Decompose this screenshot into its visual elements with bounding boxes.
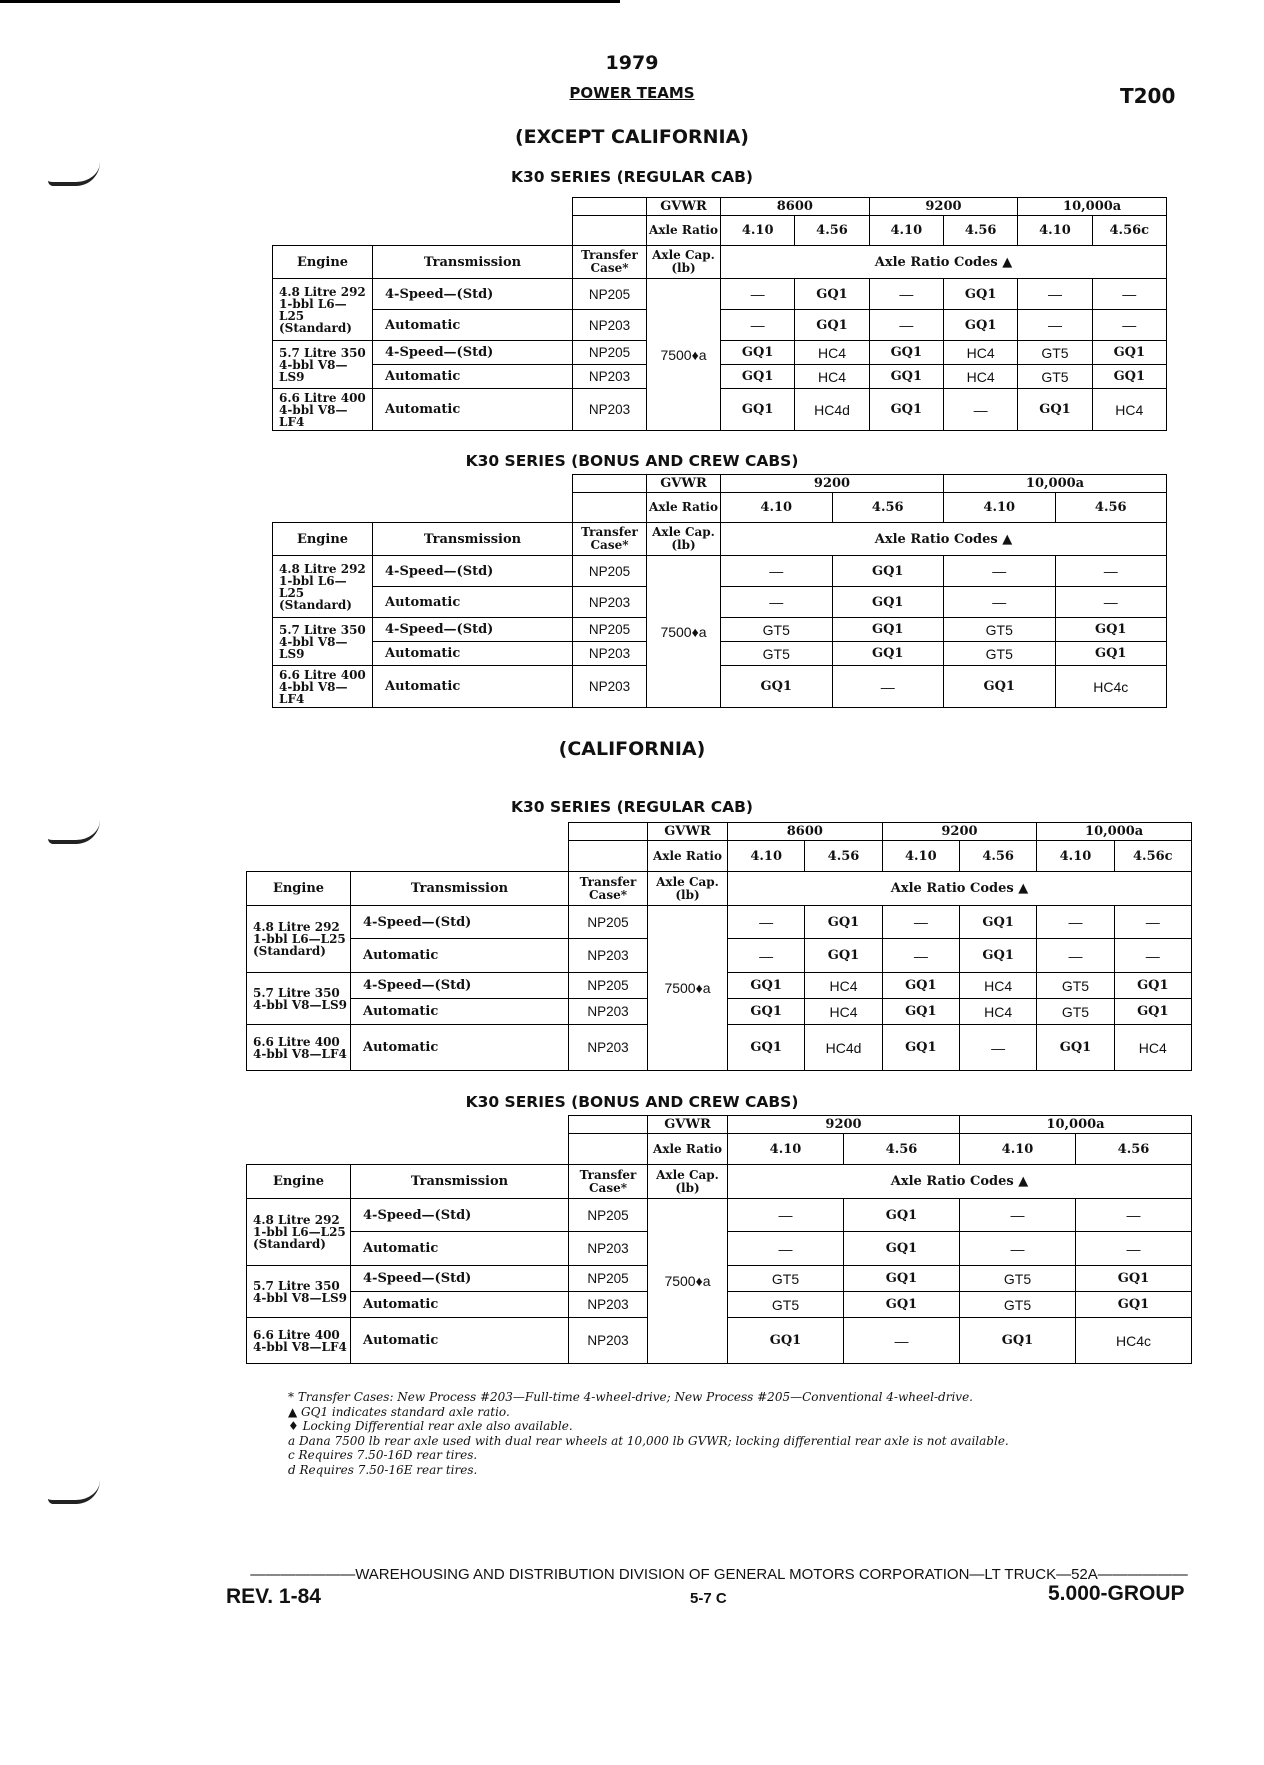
axle-code-cell: HC4 bbox=[805, 999, 882, 1025]
axle-code-cell: HC4c bbox=[1055, 666, 1167, 708]
axle-code-cell: GQ1 bbox=[869, 389, 943, 431]
table-title: K30 SERIES (REGULAR CAB) bbox=[511, 168, 753, 186]
gvwr-label: GVWR bbox=[647, 475, 721, 493]
axle-code-cell: — bbox=[721, 279, 795, 310]
transmission-cell: 4-Speed—(Std) bbox=[373, 618, 573, 642]
transfer-case-cell: NP203 bbox=[573, 310, 647, 341]
axle-code-cell: HC4 bbox=[1092, 389, 1166, 431]
gvwr-label: GVWR bbox=[648, 1116, 728, 1134]
axle-code-cell: — bbox=[960, 1232, 1076, 1266]
footnote: * Transfer Cases: New Process #203—Full-time 4-wheel-drive; New Process #205—Conventional 4-wheel-drive. bbox=[288, 1390, 973, 1404]
axle-code-cell: GQ1 bbox=[943, 310, 1017, 341]
region-heading: (CALIFORNIA) bbox=[558, 738, 706, 760]
transfer-case-cell: NP203 bbox=[569, 939, 648, 973]
axle-code-cell: GT5 bbox=[1018, 365, 1092, 389]
axle-code-cell: GQ1 bbox=[1055, 618, 1167, 642]
transmission-header: Transmission bbox=[351, 1165, 569, 1199]
page-number: 5-7 C bbox=[690, 1590, 727, 1607]
engine-cell: 6.6 Litre 400 4-bbl V8—LF4 bbox=[273, 666, 373, 708]
axle-ratio-value: 4.10 bbox=[882, 841, 959, 872]
axle-ratio-value: 4.56 bbox=[795, 216, 869, 246]
axle-capacity-header: Axle Cap. (lb) bbox=[647, 523, 721, 556]
footnote: ♦ Locking Differential rear axle also available. bbox=[288, 1419, 573, 1433]
axle-code-cell: GQ1 bbox=[869, 365, 943, 389]
footnote: ▲ GQ1 indicates standard axle ratio. bbox=[288, 1404, 510, 1419]
blank-cell bbox=[247, 1134, 569, 1165]
transmission-cell: Automatic bbox=[351, 1318, 569, 1364]
gvwr-value: 10,000a bbox=[944, 475, 1167, 493]
table-row bbox=[273, 279, 1167, 310]
axle-code-cell: GQ1 bbox=[882, 1025, 959, 1071]
blank-cell bbox=[573, 216, 647, 246]
axle-code-cell: GT5 bbox=[721, 618, 833, 642]
blank-cell bbox=[569, 823, 648, 841]
axle-ratio-value: 4.56 bbox=[1055, 493, 1167, 523]
transfer-case-cell: NP205 bbox=[573, 618, 647, 642]
axle-capacity-cell: 7500♦a bbox=[648, 1199, 728, 1364]
axle-code-cell: — bbox=[943, 389, 1017, 431]
transmission-header: Transmission bbox=[373, 523, 573, 556]
gvwr-value: 8600 bbox=[721, 198, 870, 216]
transmission-cell: Automatic bbox=[351, 939, 569, 973]
document-id: T200 bbox=[1120, 84, 1176, 108]
axle-code-cell: GQ1 bbox=[1092, 341, 1166, 365]
footer-division-text: WAREHOUSING AND DISTRIBUTION DIVISION OF GENERAL MOTORS CORPORATION—LT TRUCK—52A bbox=[355, 1566, 1098, 1583]
transfer-case-cell: NP203 bbox=[573, 642, 647, 666]
axle-code-cell: — bbox=[869, 310, 943, 341]
axle-code-cell: GQ1 bbox=[728, 973, 805, 999]
blank-cell bbox=[573, 198, 647, 216]
axle-code-cell: GT5 bbox=[944, 642, 1056, 666]
transmission-cell: 4-Speed—(Std) bbox=[351, 973, 569, 999]
axle-code-cell: — bbox=[728, 906, 805, 939]
table-title: K30 SERIES (REGULAR CAB) bbox=[511, 798, 753, 816]
blank-cell bbox=[569, 1116, 648, 1134]
blank-cell bbox=[247, 1116, 569, 1134]
engine-header: Engine bbox=[247, 872, 351, 906]
revision-label: REV. 1-84 bbox=[226, 1585, 321, 1608]
axle-code-cell: HC4 bbox=[805, 973, 882, 999]
axle-code-cell: — bbox=[844, 1318, 960, 1364]
transmission-header: Transmission bbox=[351, 872, 569, 906]
transfer-case-cell: NP203 bbox=[569, 999, 648, 1025]
engine-cell: 4.8 Litre 292 1-bbl L6—L25 (Standard) bbox=[273, 279, 373, 341]
transfer-case-header: Transfer Case* bbox=[569, 1165, 648, 1199]
axle-code-cell: GQ1 bbox=[832, 618, 944, 642]
engine-header: Engine bbox=[273, 523, 373, 556]
binder-hole-mark bbox=[48, 1480, 100, 1504]
axle-code-cell: GT5 bbox=[960, 1266, 1076, 1292]
engine-header: Engine bbox=[247, 1165, 351, 1199]
axle-code-cell: GQ1 bbox=[721, 389, 795, 431]
axle-ratio-value: 4.10 bbox=[944, 493, 1056, 523]
axle-code-cell: GQ1 bbox=[844, 1232, 960, 1266]
transmission-cell: 4-Speed—(Std) bbox=[351, 1266, 569, 1292]
blank-cell bbox=[273, 198, 573, 216]
axle-code-cell: GQ1 bbox=[721, 666, 833, 708]
blank-cell bbox=[247, 823, 569, 841]
axle-code-cell: GQ1 bbox=[1114, 999, 1191, 1025]
axle-ratio-codes-header: Axle Ratio Codes ▲ bbox=[728, 1165, 1192, 1199]
axle-code-cell: GQ1 bbox=[1114, 973, 1191, 999]
gvwr-value: 9200 bbox=[869, 198, 1018, 216]
axle-code-cell: GQ1 bbox=[1092, 365, 1166, 389]
year-heading: 1979 bbox=[605, 52, 659, 74]
engine-cell: 5.7 Litre 350 4-bbl V8—LS9 bbox=[247, 1266, 351, 1318]
transmission-cell: Automatic bbox=[373, 389, 573, 431]
axle-code-cell: — bbox=[882, 939, 959, 973]
transfer-case-cell: NP205 bbox=[573, 556, 647, 587]
axle-code-cell: GQ1 bbox=[882, 973, 959, 999]
axle-code-cell: HC4d bbox=[795, 389, 869, 431]
axle-code-cell: — bbox=[1055, 587, 1167, 618]
axle-ratio-value: 4.10 bbox=[728, 1134, 844, 1165]
axle-code-cell: GQ1 bbox=[832, 587, 944, 618]
table-row bbox=[247, 1199, 1192, 1232]
axle-code-cell: GT5 bbox=[1037, 999, 1114, 1025]
transmission-cell: Automatic bbox=[351, 1025, 569, 1071]
axle-ratio-label: Axle Ratio bbox=[648, 841, 728, 872]
axle-code-cell: GQ1 bbox=[1055, 642, 1167, 666]
axle-code-cell: — bbox=[1076, 1232, 1192, 1266]
axle-code-cell: HC4 bbox=[1114, 1025, 1191, 1071]
axle-ratio-value: 4.56c bbox=[1114, 841, 1191, 872]
axle-code-cell: GQ1 bbox=[944, 666, 1056, 708]
axle-code-cell: — bbox=[869, 279, 943, 310]
axle-code-cell: HC4 bbox=[795, 341, 869, 365]
axle-code-cell: GQ1 bbox=[960, 1318, 1076, 1364]
transmission-cell: Automatic bbox=[373, 310, 573, 341]
axle-code-cell: — bbox=[1055, 556, 1167, 587]
axle-code-cell: — bbox=[1037, 906, 1114, 939]
axle-code-cell: GQ1 bbox=[844, 1266, 960, 1292]
transfer-case-header: Transfer Case* bbox=[573, 246, 647, 279]
region-heading: (EXCEPT CALIFORNIA) bbox=[514, 126, 749, 148]
engine-cell: 6.6 Litre 400 4-bbl V8—LF4 bbox=[247, 1025, 351, 1071]
engine-cell: 5.7 Litre 350 4-bbl V8—LS9 bbox=[247, 973, 351, 1025]
axle-code-cell: — bbox=[1076, 1199, 1192, 1232]
axle-ratio-label: Axle Ratio bbox=[647, 216, 721, 246]
engine-cell: 6.6 Litre 400 4-bbl V8—LF4 bbox=[247, 1318, 351, 1364]
transfer-case-cell: NP205 bbox=[569, 1199, 648, 1232]
axle-ratio-value: 4.10 bbox=[728, 841, 805, 872]
axle-capacity-header: Axle Cap. (lb) bbox=[648, 872, 728, 906]
transmission-cell: Automatic bbox=[351, 1292, 569, 1318]
footnotes bbox=[288, 1390, 1009, 1477]
transmission-cell: 4-Speed—(Std) bbox=[373, 556, 573, 587]
power-team-table bbox=[272, 474, 1167, 708]
axle-capacity-cell: 7500♦a bbox=[648, 906, 728, 1071]
transmission-cell: Automatic bbox=[373, 666, 573, 708]
axle-code-cell: GQ1 bbox=[832, 642, 944, 666]
axle-code-cell: GT5 bbox=[721, 642, 833, 666]
axle-code-cell: GQ1 bbox=[869, 341, 943, 365]
engine-cell: 5.7 Litre 350 4-bbl V8—LS9 bbox=[273, 618, 373, 666]
axle-ratio-value: 4.56 bbox=[943, 216, 1017, 246]
axle-code-cell: GQ1 bbox=[805, 906, 882, 939]
power-team-table bbox=[246, 822, 1192, 1071]
engine-cell: 4.8 Litre 292 1-bbl L6—L25 (Standard) bbox=[273, 556, 373, 618]
axle-code-cell: HC4d bbox=[805, 1025, 882, 1071]
axle-code-cell: GT5 bbox=[944, 618, 1056, 642]
axle-ratio-value: 4.56 bbox=[1076, 1134, 1192, 1165]
axle-code-cell: — bbox=[1092, 279, 1166, 310]
transfer-case-cell: NP205 bbox=[573, 279, 647, 310]
transmission-cell: Automatic bbox=[351, 1232, 569, 1266]
axle-code-cell: — bbox=[1114, 939, 1191, 973]
axle-capacity-cell: 7500♦a bbox=[647, 556, 721, 708]
axle-ratio-codes-header: Axle Ratio Codes ▲ bbox=[728, 872, 1192, 906]
transmission-cell: Automatic bbox=[373, 642, 573, 666]
axle-code-cell: HC4 bbox=[943, 365, 1017, 389]
axle-code-cell: — bbox=[721, 556, 833, 587]
axle-ratio-label: Axle Ratio bbox=[648, 1134, 728, 1165]
axle-code-cell: — bbox=[960, 1199, 1076, 1232]
axle-ratio-codes-header: Axle Ratio Codes ▲ bbox=[721, 246, 1167, 279]
blank-cell bbox=[247, 841, 569, 872]
axle-code-cell: — bbox=[959, 1025, 1036, 1071]
axle-ratio-value: 4.10 bbox=[721, 216, 795, 246]
transfer-case-cell: NP203 bbox=[569, 1025, 648, 1071]
footnote: c Requires 7.50-16D rear tires. bbox=[288, 1448, 478, 1462]
axle-ratio-value: 4.56 bbox=[959, 841, 1036, 872]
axle-code-cell: GQ1 bbox=[844, 1292, 960, 1318]
transfer-case-cell: NP203 bbox=[569, 1292, 648, 1318]
axle-code-cell: GQ1 bbox=[728, 1025, 805, 1071]
axle-code-cell: GQ1 bbox=[795, 279, 869, 310]
gvwr-value: 8600 bbox=[728, 823, 883, 841]
table-row bbox=[273, 556, 1167, 587]
blank-cell bbox=[573, 493, 647, 523]
transfer-case-cell: NP205 bbox=[573, 341, 647, 365]
gvwr-label: GVWR bbox=[647, 198, 721, 216]
axle-code-cell: HC4 bbox=[943, 341, 1017, 365]
axle-ratio-value: 4.56 bbox=[805, 841, 882, 872]
axle-ratio-value: 4.10 bbox=[721, 493, 833, 523]
transmission-cell: Automatic bbox=[351, 999, 569, 1025]
blank-cell bbox=[569, 1134, 648, 1165]
blank-cell bbox=[573, 475, 647, 493]
axle-code-cell: GQ1 bbox=[728, 1318, 844, 1364]
gvwr-value: 10,000a bbox=[1037, 823, 1192, 841]
axle-ratio-value: 4.56c bbox=[1092, 216, 1166, 246]
axle-capacity-cell: 7500♦a bbox=[647, 279, 721, 431]
axle-code-cell: HC4 bbox=[959, 999, 1036, 1025]
engine-cell: 5.7 Litre 350 4-bbl V8—LS9 bbox=[273, 341, 373, 389]
gvwr-label: GVWR bbox=[648, 823, 728, 841]
blank-cell bbox=[273, 216, 573, 246]
axle-code-cell: — bbox=[882, 906, 959, 939]
transfer-case-cell: NP203 bbox=[573, 666, 647, 708]
axle-code-cell: GQ1 bbox=[1076, 1292, 1192, 1318]
transmission-cell: 4-Speed—(Std) bbox=[373, 279, 573, 310]
top-rule bbox=[0, 0, 620, 3]
axle-ratio-value: 4.56 bbox=[844, 1134, 960, 1165]
table-title: K30 SERIES (BONUS AND CREW CABS) bbox=[465, 452, 799, 470]
transfer-case-header: Transfer Case* bbox=[573, 523, 647, 556]
axle-code-cell: — bbox=[728, 939, 805, 973]
page-title: POWER TEAMS bbox=[569, 84, 695, 102]
gvwr-value: 9200 bbox=[728, 1116, 960, 1134]
axle-code-cell: — bbox=[832, 666, 944, 708]
axle-code-cell: — bbox=[1018, 310, 1092, 341]
footnote: a Dana 7500 lb rear axle used with dual rear wheels at 10,000 lb GVWR; locking differential rear axle is not available. bbox=[288, 1433, 1009, 1448]
axle-code-cell: GQ1 bbox=[959, 906, 1036, 939]
axle-code-cell: HC4 bbox=[795, 365, 869, 389]
axle-code-cell: GQ1 bbox=[1037, 1025, 1114, 1071]
axle-code-cell: — bbox=[1037, 939, 1114, 973]
transmission-cell: Automatic bbox=[373, 365, 573, 389]
gvwr-value: 9200 bbox=[882, 823, 1037, 841]
power-team-table bbox=[272, 197, 1167, 431]
engine-cell: 4.8 Litre 292 1-bbl L6—L25 (Standard) bbox=[247, 1199, 351, 1266]
axle-code-cell: GQ1 bbox=[959, 939, 1036, 973]
transfer-case-cell: NP203 bbox=[573, 389, 647, 431]
axle-ratio-value: 4.56 bbox=[832, 493, 944, 523]
axle-capacity-header: Axle Cap. (lb) bbox=[648, 1165, 728, 1199]
transmission-cell: 4-Speed—(Std) bbox=[351, 906, 569, 939]
axle-ratio-value: 4.10 bbox=[960, 1134, 1076, 1165]
axle-code-cell: GQ1 bbox=[882, 999, 959, 1025]
blank-cell bbox=[569, 841, 648, 872]
power-team-table bbox=[246, 1115, 1192, 1364]
group-label: 5.000-GROUP bbox=[1048, 1582, 1185, 1605]
gvwr-value: 10,000a bbox=[960, 1116, 1192, 1134]
axle-ratio-value: 4.10 bbox=[869, 216, 943, 246]
table-title: K30 SERIES (BONUS AND CREW CABS) bbox=[465, 1093, 799, 1111]
footer-division-line: ———————WAREHOUSING AND DISTRIBUTION DIVISION OF GENERAL MOTORS CORPORATION—LT TRUCK—52A—————— bbox=[250, 1566, 1188, 1583]
engine-cell: 4.8 Litre 292 1-bbl L6—L25 (Standard) bbox=[247, 906, 351, 973]
transfer-case-cell: NP205 bbox=[569, 906, 648, 939]
axle-code-cell: HC4 bbox=[959, 973, 1036, 999]
axle-code-cell: GT5 bbox=[1018, 341, 1092, 365]
axle-code-cell: GT5 bbox=[1037, 973, 1114, 999]
axle-code-cell: GT5 bbox=[728, 1292, 844, 1318]
engine-header: Engine bbox=[273, 246, 373, 279]
engine-cell: 6.6 Litre 400 4-bbl V8—LF4 bbox=[273, 389, 373, 431]
transfer-case-header: Transfer Case* bbox=[569, 872, 648, 906]
axle-code-cell: — bbox=[1114, 906, 1191, 939]
binder-hole-mark bbox=[48, 820, 100, 844]
axle-code-cell: — bbox=[1092, 310, 1166, 341]
axle-code-cell: GQ1 bbox=[943, 279, 1017, 310]
axle-capacity-header: Axle Cap. (lb) bbox=[647, 246, 721, 279]
transmission-cell: 4-Speed—(Std) bbox=[373, 341, 573, 365]
transfer-case-cell: NP203 bbox=[569, 1318, 648, 1364]
table-row bbox=[247, 906, 1192, 939]
transfer-case-cell: NP203 bbox=[573, 365, 647, 389]
axle-ratio-label: Axle Ratio bbox=[647, 493, 721, 523]
axle-code-cell: GT5 bbox=[960, 1292, 1076, 1318]
axle-code-cell: — bbox=[944, 587, 1056, 618]
transmission-cell: Automatic bbox=[373, 587, 573, 618]
footnote: d Requires 7.50-16E rear tires. bbox=[288, 1462, 478, 1477]
transfer-case-cell: NP203 bbox=[573, 587, 647, 618]
transfer-case-cell: NP205 bbox=[569, 973, 648, 999]
axle-ratio-value: 4.10 bbox=[1037, 841, 1114, 872]
axle-code-cell: GQ1 bbox=[1018, 389, 1092, 431]
axle-code-cell: GQ1 bbox=[728, 999, 805, 1025]
axle-code-cell: GQ1 bbox=[832, 556, 944, 587]
axle-code-cell: — bbox=[1018, 279, 1092, 310]
axle-code-cell: — bbox=[721, 587, 833, 618]
axle-code-cell: GQ1 bbox=[844, 1199, 960, 1232]
axle-code-cell: — bbox=[944, 556, 1056, 587]
gvwr-value: 10,000a bbox=[1018, 198, 1167, 216]
axle-code-cell: GQ1 bbox=[805, 939, 882, 973]
axle-code-cell: GQ1 bbox=[1076, 1266, 1192, 1292]
axle-code-cell: GT5 bbox=[728, 1266, 844, 1292]
axle-code-cell: — bbox=[728, 1232, 844, 1266]
axle-ratio-codes-header: Axle Ratio Codes ▲ bbox=[721, 523, 1167, 556]
axle-code-cell: GQ1 bbox=[721, 341, 795, 365]
axle-code-cell: GQ1 bbox=[795, 310, 869, 341]
transfer-case-cell: NP203 bbox=[569, 1232, 648, 1266]
axle-code-cell: — bbox=[728, 1199, 844, 1232]
axle-code-cell: HC4c bbox=[1076, 1318, 1192, 1364]
axle-code-cell: GQ1 bbox=[721, 365, 795, 389]
axle-code-cell: — bbox=[721, 310, 795, 341]
blank-cell bbox=[273, 475, 573, 493]
axle-ratio-value: 4.10 bbox=[1018, 216, 1092, 246]
gvwr-value: 9200 bbox=[721, 475, 944, 493]
transmission-header: Transmission bbox=[373, 246, 573, 279]
blank-cell bbox=[273, 493, 573, 523]
transmission-cell: 4-Speed—(Std) bbox=[351, 1199, 569, 1232]
transfer-case-cell: NP205 bbox=[569, 1266, 648, 1292]
